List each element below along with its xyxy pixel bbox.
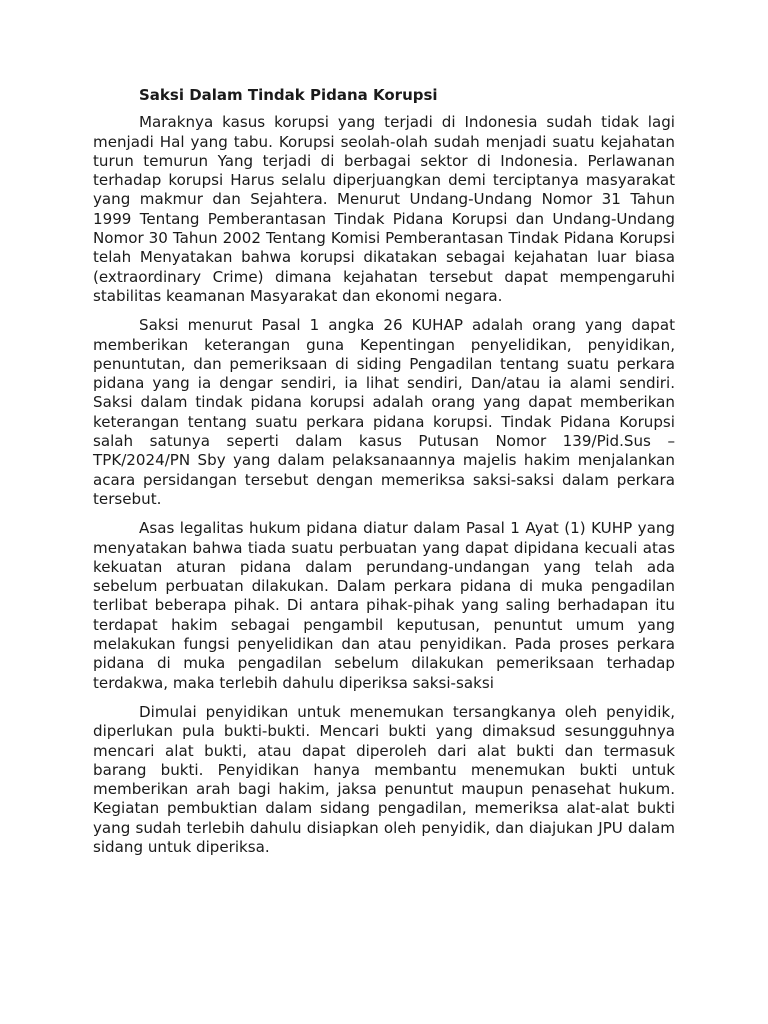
paragraph-3: Asas legalitas hukum pidana diatur dalam Pasal 1 Ayat (1) KUHP yang menyatakan bahwa tiada suatu perbuatan yang dapat dipidana kecuali atas kekuatan aturan pidana dalam perundang-undangan yang telah ada sebelum perbuatan dilakukan. Dalam perkara pidana di muka pengadilan terlibat beberapa pihak. Di antara pihak-pihak yang saling berhadapan itu terdapat hakim sebagai pengambil keputusan, penuntut umum yang melakukan fungsi penyelidikan dan atau penyidikan. Pada proses perkara pidana di muka pengadilan sebelum dilakukan pemeriksaan terhadap terdakwa, maka terlebih dahulu diperiksa saksi-saksi <box>93 519 675 692</box>
document-title: Saksi Dalam Tindak Pidana Korupsi <box>139 86 438 104</box>
paragraph-1: Maraknya kasus korupsi yang terjadi di Indonesia sudah tidak lagi menjadi Hal yang tabu. Korupsi seolah-olah sudah menjadi suatu kejahatan turun temurun Yang terjadi di berbagai sektor di Indonesia. Perlawanan terhadap korupsi Harus selalu diperjuangkan demi terciptanya masyarakat yang makmur dan Sejahtera. Menurut Undang-Undang Nomor 31 Tahun 1999 Tentang Pemberantasan Tindak Pidana Korupsi dan Undang-Undang Nomor 30 Tahun 2002 Tentang Komisi Pemberantasan Tindak Pidana Korupsi telah Menyatakan bahwa korupsi dikatakan sebagai kejahatan luar biasa (extraordinary Crime) dimana kejahatan tersebut dapat mempengaruhi stabilitas keamanan Masyarakat dan ekonomi negara. <box>93 113 675 305</box>
paragraph-4: Dimulai penyidikan untuk menemukan tersangkanya oleh penyidik, diperlukan pula bukti-bukti. Mencari bukti yang dimaksud sesungguhnya mencari alat bukti, atau dapat diperoleh dari alat bukti dan termasuk barang bukti. Penyidikan hanya membantu menemukan bukti untuk memberikan arah bagi hakim, jaksa penuntut maupun penasehat hukum. Kegiatan pembuktian dalam sidang pengadilan, memeriksa alat-alat bukti yang sudah terlebih dahulu disiapkan oleh penyidik, dan diajukan JPU dalam sidang untuk diperiksa. <box>93 702 675 856</box>
document-page <box>93 86 675 867</box>
paragraph-2: Saksi menurut Pasal 1 angka 26 KUHAP adalah orang yang dapat memberikan keterangan guna Kepentingan penyelidikan, penyidikan, penuntutan, dan pemeriksaan di siding Pengadilan tentang suatu perkara pidana yang ia dengar sendiri, ia lihat sendiri, Dan/atau ia alami sendiri. Saksi dalam tindak pidana korupsi adalah orang yang dapat memberikan keterangan tentang suatu perkara pidana korupsi. Tindak Pidana Korupsi salah satunya seperti dalam kasus Putusan Nomor 139/Pid.Sus – TPK/2024/PN Sby yang dalam pelaksanaannya majelis hakim menjalankan acara persidangan tersebut dengan memeriksa saksi-saksi dalam perkara tersebut. <box>93 316 675 508</box>
